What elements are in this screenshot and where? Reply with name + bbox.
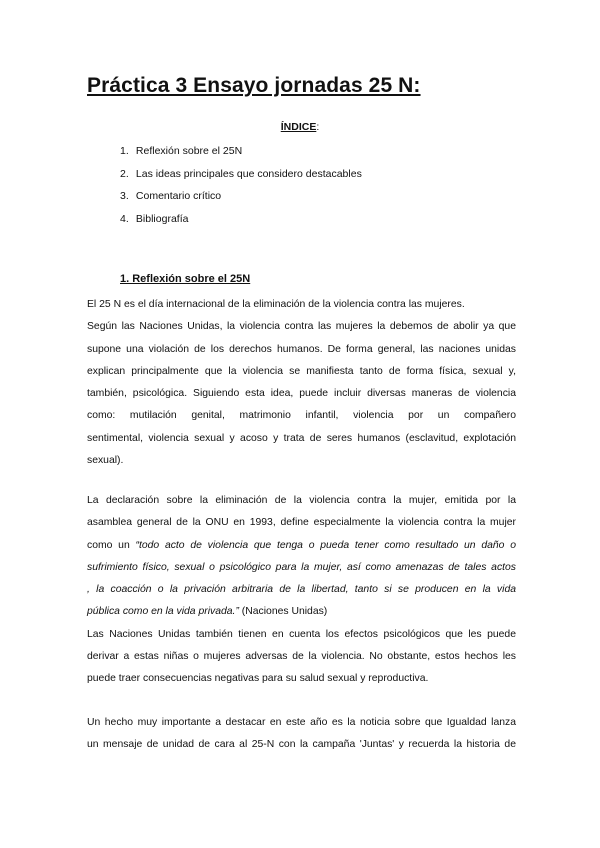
text-line: supone una violación de los derechos humanos. De forma general, las naciones unidas	[87, 343, 516, 355]
citation: (Naciones Unidas)	[238, 606, 328, 618]
index-item: 2. Las ideas principales que considero destacables	[120, 167, 362, 180]
text-line: un mensaje de unidad de cara al 25-N con la campaña 'Juntas' y recuerda la historia de	[87, 739, 516, 751]
text-line	[87, 601, 516, 623]
index-item: 3. Comentario crítico	[120, 190, 222, 202]
text-line: puede traer consecuencias negativas para su salud sexual y reproductiva.	[87, 673, 429, 685]
section-1-heading: 1. Reflexión sobre el 25N	[120, 273, 251, 285]
paragraph-2	[87, 490, 516, 691]
text-line: asamblea general de la ONU en 1993, define especialmente la violencia contra la mujer	[87, 517, 516, 529]
paragraph-1	[87, 294, 516, 472]
text-line: explican principalmente que la violencia se manifiesta tanto de forma física, sexual y,	[87, 365, 516, 377]
text-line	[87, 535, 516, 557]
quote-line: pública como en la vida privada.”	[87, 606, 239, 618]
text-line: Según las Naciones Unidas, la violencia contra las mujeres la debemos de abolir ya que	[87, 321, 516, 333]
quote-line: sufrimiento físico, sexual o psicológico para la mujer, así como amenazas de tales actos	[87, 561, 516, 573]
index-list	[120, 140, 362, 230]
text-line: El 25 N es el día internacional de la eliminación de la violencia contra las mujeres.	[87, 299, 465, 310]
quote-text: “todo acto de violencia que tenga o pueda tener como resultado un daño o	[135, 539, 517, 551]
text-line: sexual).	[87, 455, 124, 467]
text-line: La declaración sobre la eliminación de la violencia contra la mujer, emitida por la	[87, 495, 516, 506]
quote-line: , la coacción o la privación arbitraria de la libertad, tanto si se producen en la vida	[87, 584, 516, 596]
index-heading	[0, 121, 600, 133]
index-item: 4. Bibliografía	[120, 212, 189, 225]
index-heading-colon: :	[316, 121, 320, 133]
index-heading-label: ÍNDICE	[280, 121, 317, 133]
text-line: derivar a estas niñas o mujeres adversas de la violencia. No obstante, estos hechos les	[87, 651, 516, 663]
quote-intro: como un	[87, 539, 136, 551]
text-line: también, psicológica. Siguiendo esta idea, puede incluir diversas maneras de violencia	[87, 388, 516, 400]
paragraph-3	[87, 712, 516, 757]
text-line: como: mutilación genital, matrimonio infantil, violencia por un compañero	[87, 410, 516, 422]
index-item: 1. Reflexión sobre el 25N	[120, 145, 243, 157]
text-line: sentimental, violencia sexual y acoso y trata de seres humanos (esclavitud, explotación	[87, 432, 516, 444]
text-line: Un hecho muy importante a destacar en este año es la noticia sobre que Igualdad lanza	[87, 717, 516, 728]
text-line: Las Naciones Unidas también tienen en cuenta los efectos psicológicos que les puede	[87, 628, 516, 640]
document-title: Práctica 3 Ensayo jornadas 25 N:	[87, 74, 421, 97]
